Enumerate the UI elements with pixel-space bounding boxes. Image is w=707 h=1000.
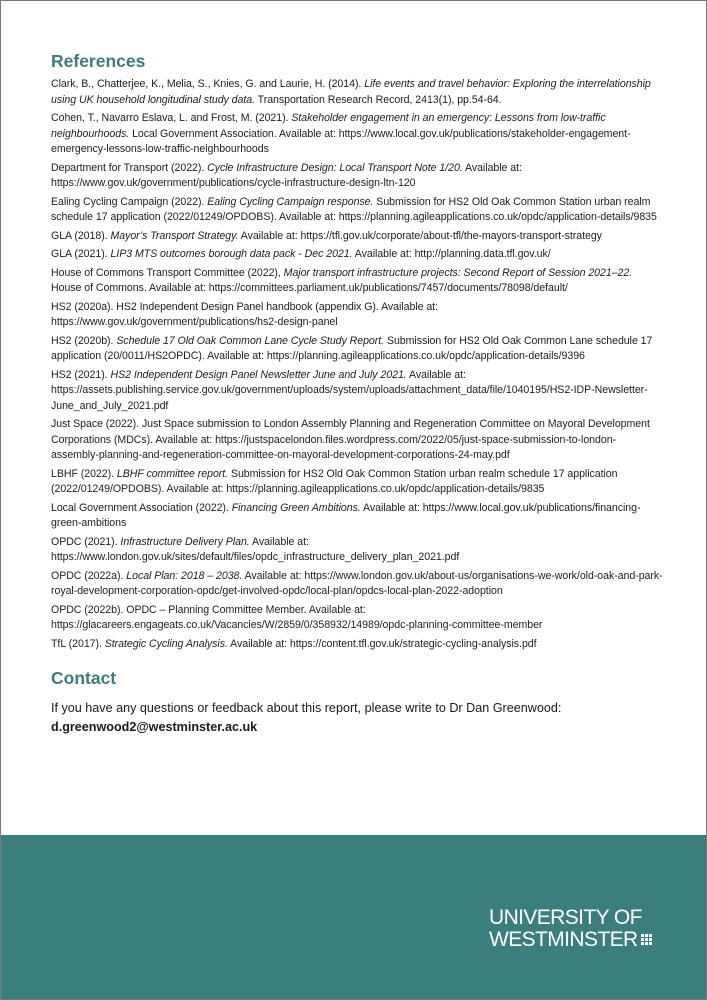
reference-title: HS2 Independent Design Panel Newsletter June and July 2021. xyxy=(110,368,407,381)
reference-source: Available at: https://www.gov.uk/government/publications/cycle-infrastructure-design-ltn-120 xyxy=(51,161,522,189)
reference-text: HS2 (2020b). xyxy=(51,334,117,347)
reference-source: Available at: https://www.london.gov.uk/about-us/organisations-we-work/old-oak-and-park-royal-development-corporation-opdc/get-involved-opdc/local-plan/opdcs-local-plan-2022-adoption xyxy=(51,569,663,597)
reference-title: Cycle Infrastructure Design: Local Transport Note 1/20. xyxy=(207,161,463,174)
reference-item xyxy=(51,247,663,263)
reference-text: HS2 (2021). xyxy=(51,368,111,381)
reference-source: Available at: https://tfl.gov.uk/corporate/about-tfl/the-mayors-transport-strategy xyxy=(238,229,602,242)
reference-title: Ealing Cycling Campaign response. xyxy=(207,195,374,208)
reference-text: Clark, B., Chatterjee, K., Melia, S., Knies, G. and Laurie, H. (2014). xyxy=(51,78,365,90)
reference-text: House of Commons Transport Committee (2022), xyxy=(51,266,284,279)
logo-line-2-text: WESTMINSTER xyxy=(489,928,638,951)
reference-text: OPDC (2022b). OPDC – Planning Committee Member. Available at: https://glacareers.engageats.co.uk/Vacancies/W/2859/0/358932/14989/opdc-planning-committee-member xyxy=(51,603,543,631)
reference-source: Transportation Research Record, 2413(1), pp.54-64. xyxy=(254,93,502,106)
reference-text: Cohen, T., Navarro Eslava, L. and Frost, M. (2021). xyxy=(51,112,292,124)
reference-text: OPDC (2022a). xyxy=(51,569,127,582)
page-content xyxy=(51,50,663,737)
reference-source: Available at: https://content.tfl.gov.uk/strategic-cycling-analysis.pdf xyxy=(227,637,537,650)
reference-text: Just Space (2022). Just Space submission to London Assembly Planning and Regeneration Committee on Mayoral Development Corporations (MDCs). Available at: https://justspacelondon.files.wordpress.com/2022/05/just-space-submission-to-london-assembly-planning-and-regeneration-committee-on-mayoral-development-corporations-24-may.pdf xyxy=(51,418,650,461)
reference-title: Strategic Cycling Analysis. xyxy=(104,637,228,650)
reference-item xyxy=(51,195,663,226)
reference-title: Infrastructure Delivery Plan. xyxy=(120,535,250,548)
reference-text: LBHF (2022). xyxy=(51,467,117,480)
reference-text: OPDC (2021). xyxy=(51,535,121,548)
reference-item xyxy=(51,368,663,415)
reference-source: Available at: https://www.local.gov.uk/publications/financing-green-ambitions xyxy=(51,501,641,529)
reference-item xyxy=(51,501,663,532)
reference-text: HS2 (2020a). HS2 Independent Design Panel handbook (appendix G). Available at: https://www.gov.uk/government/publications/hs2-design-panel xyxy=(51,300,438,328)
reference-title: Financing Green Ambitions. xyxy=(231,501,361,514)
reference-text: Local Government Association (2022). xyxy=(51,501,232,514)
reference-title: LBHF committee report. xyxy=(116,467,229,480)
reference-item xyxy=(51,467,663,498)
reference-source: Available at: https://assets.publishing.service.gov.uk/government/uploads/system/uploads/attachment_data/file/1040195/HS2-IDP-Newsletter-June_and_July_2021.pdf xyxy=(51,368,648,412)
reference-source: Submission for HS2 Old Oak Common Station urban realm schedule 17 application (2022/01249/OPDOBS). Available at: https://planning.agileapplications.co.uk/opdc/application-details/9835 xyxy=(51,467,618,495)
reference-source: Submission for HS2 Old Oak Common Lane schedule 17 application (20/0011/HS2OPDC). Available at: https://planning.agileapplications.co.uk/opdc/application-details/9396 xyxy=(51,334,653,362)
reference-item xyxy=(51,111,663,158)
reference-title: Mayor’s Transport Strategy. xyxy=(110,229,239,242)
reference-title: Schedule 17 Old Oak Common Lane Cycle Study Report. xyxy=(116,334,385,347)
reference-source: Submission for HS2 Old Oak Common Station urban realm schedule 17 application (2022/01249/OPDOBS). Available at: https://planning.agileapplications.co.uk/opdc/application-details/9835 xyxy=(51,195,657,223)
reference-item xyxy=(51,77,663,108)
reference-title: Major transport infrastructure projects: Second Report of Session 2021–22. xyxy=(283,266,633,279)
contact-text: If you have any questions or feedback about this report, please write to Dr Dan Greenwood: xyxy=(51,701,562,715)
reference-item xyxy=(51,334,663,365)
reference-title: Local Plan: 2018 – 2038. xyxy=(126,569,243,582)
westminster-grid-icon xyxy=(641,934,652,945)
reference-source: Available at: https://www.london.gov.uk/sites/default/files/opdc_infrastructure_delivery_plan_2021.pdf xyxy=(51,535,460,563)
reference-text: Department for Transport (2022). xyxy=(51,161,208,174)
reference-text: GLA (2018). xyxy=(51,229,111,242)
reference-item xyxy=(51,417,663,464)
reference-text: Ealing Cycling Campaign (2022). xyxy=(51,195,208,208)
reference-text: TfL (2017). xyxy=(51,637,105,650)
reference-item xyxy=(51,229,663,245)
reference-item xyxy=(51,569,663,600)
reference-title: Stakeholder engagement in an emergency: Lessons from low-traffic neighbourhoods. xyxy=(51,112,606,140)
reference-source: House of Commons. Available at: https://committees.parliament.uk/publications/7457/documents/78098/default/ xyxy=(51,282,568,294)
reference-title: LIP3 MTS outcomes borough data pack - Dec 2021. xyxy=(110,248,353,260)
references-heading: References xyxy=(51,51,146,71)
logo-line-2 xyxy=(489,929,652,951)
reference-item xyxy=(51,266,663,297)
contact-heading: Contact xyxy=(51,668,117,688)
reference-text: GLA (2021). xyxy=(51,248,111,260)
reference-item xyxy=(51,300,663,331)
university-logo xyxy=(489,907,652,951)
reference-source: Available at: http://planning.data.tfl.gov.uk/ xyxy=(352,248,551,260)
reference-item xyxy=(51,637,663,653)
reference-source: Local Government Association. Available at: https://www.local.gov.uk/publications/stakeholder-engagement-emergency-lessons-low-traffic-neighbourhoods xyxy=(51,127,631,155)
reference-item xyxy=(51,603,663,634)
reference-title: Life events and travel behavior: Exploring the interrelationship using UK household longitudinal study data. xyxy=(51,78,651,106)
logo-line-1: UNIVERSITY OF xyxy=(489,906,642,929)
contact-paragraph xyxy=(51,699,663,737)
references-list xyxy=(51,77,663,652)
reference-item xyxy=(51,161,663,192)
contact-email-link[interactable]: d.greenwood2@westminster.ac.uk xyxy=(51,720,258,734)
reference-item xyxy=(51,535,663,566)
